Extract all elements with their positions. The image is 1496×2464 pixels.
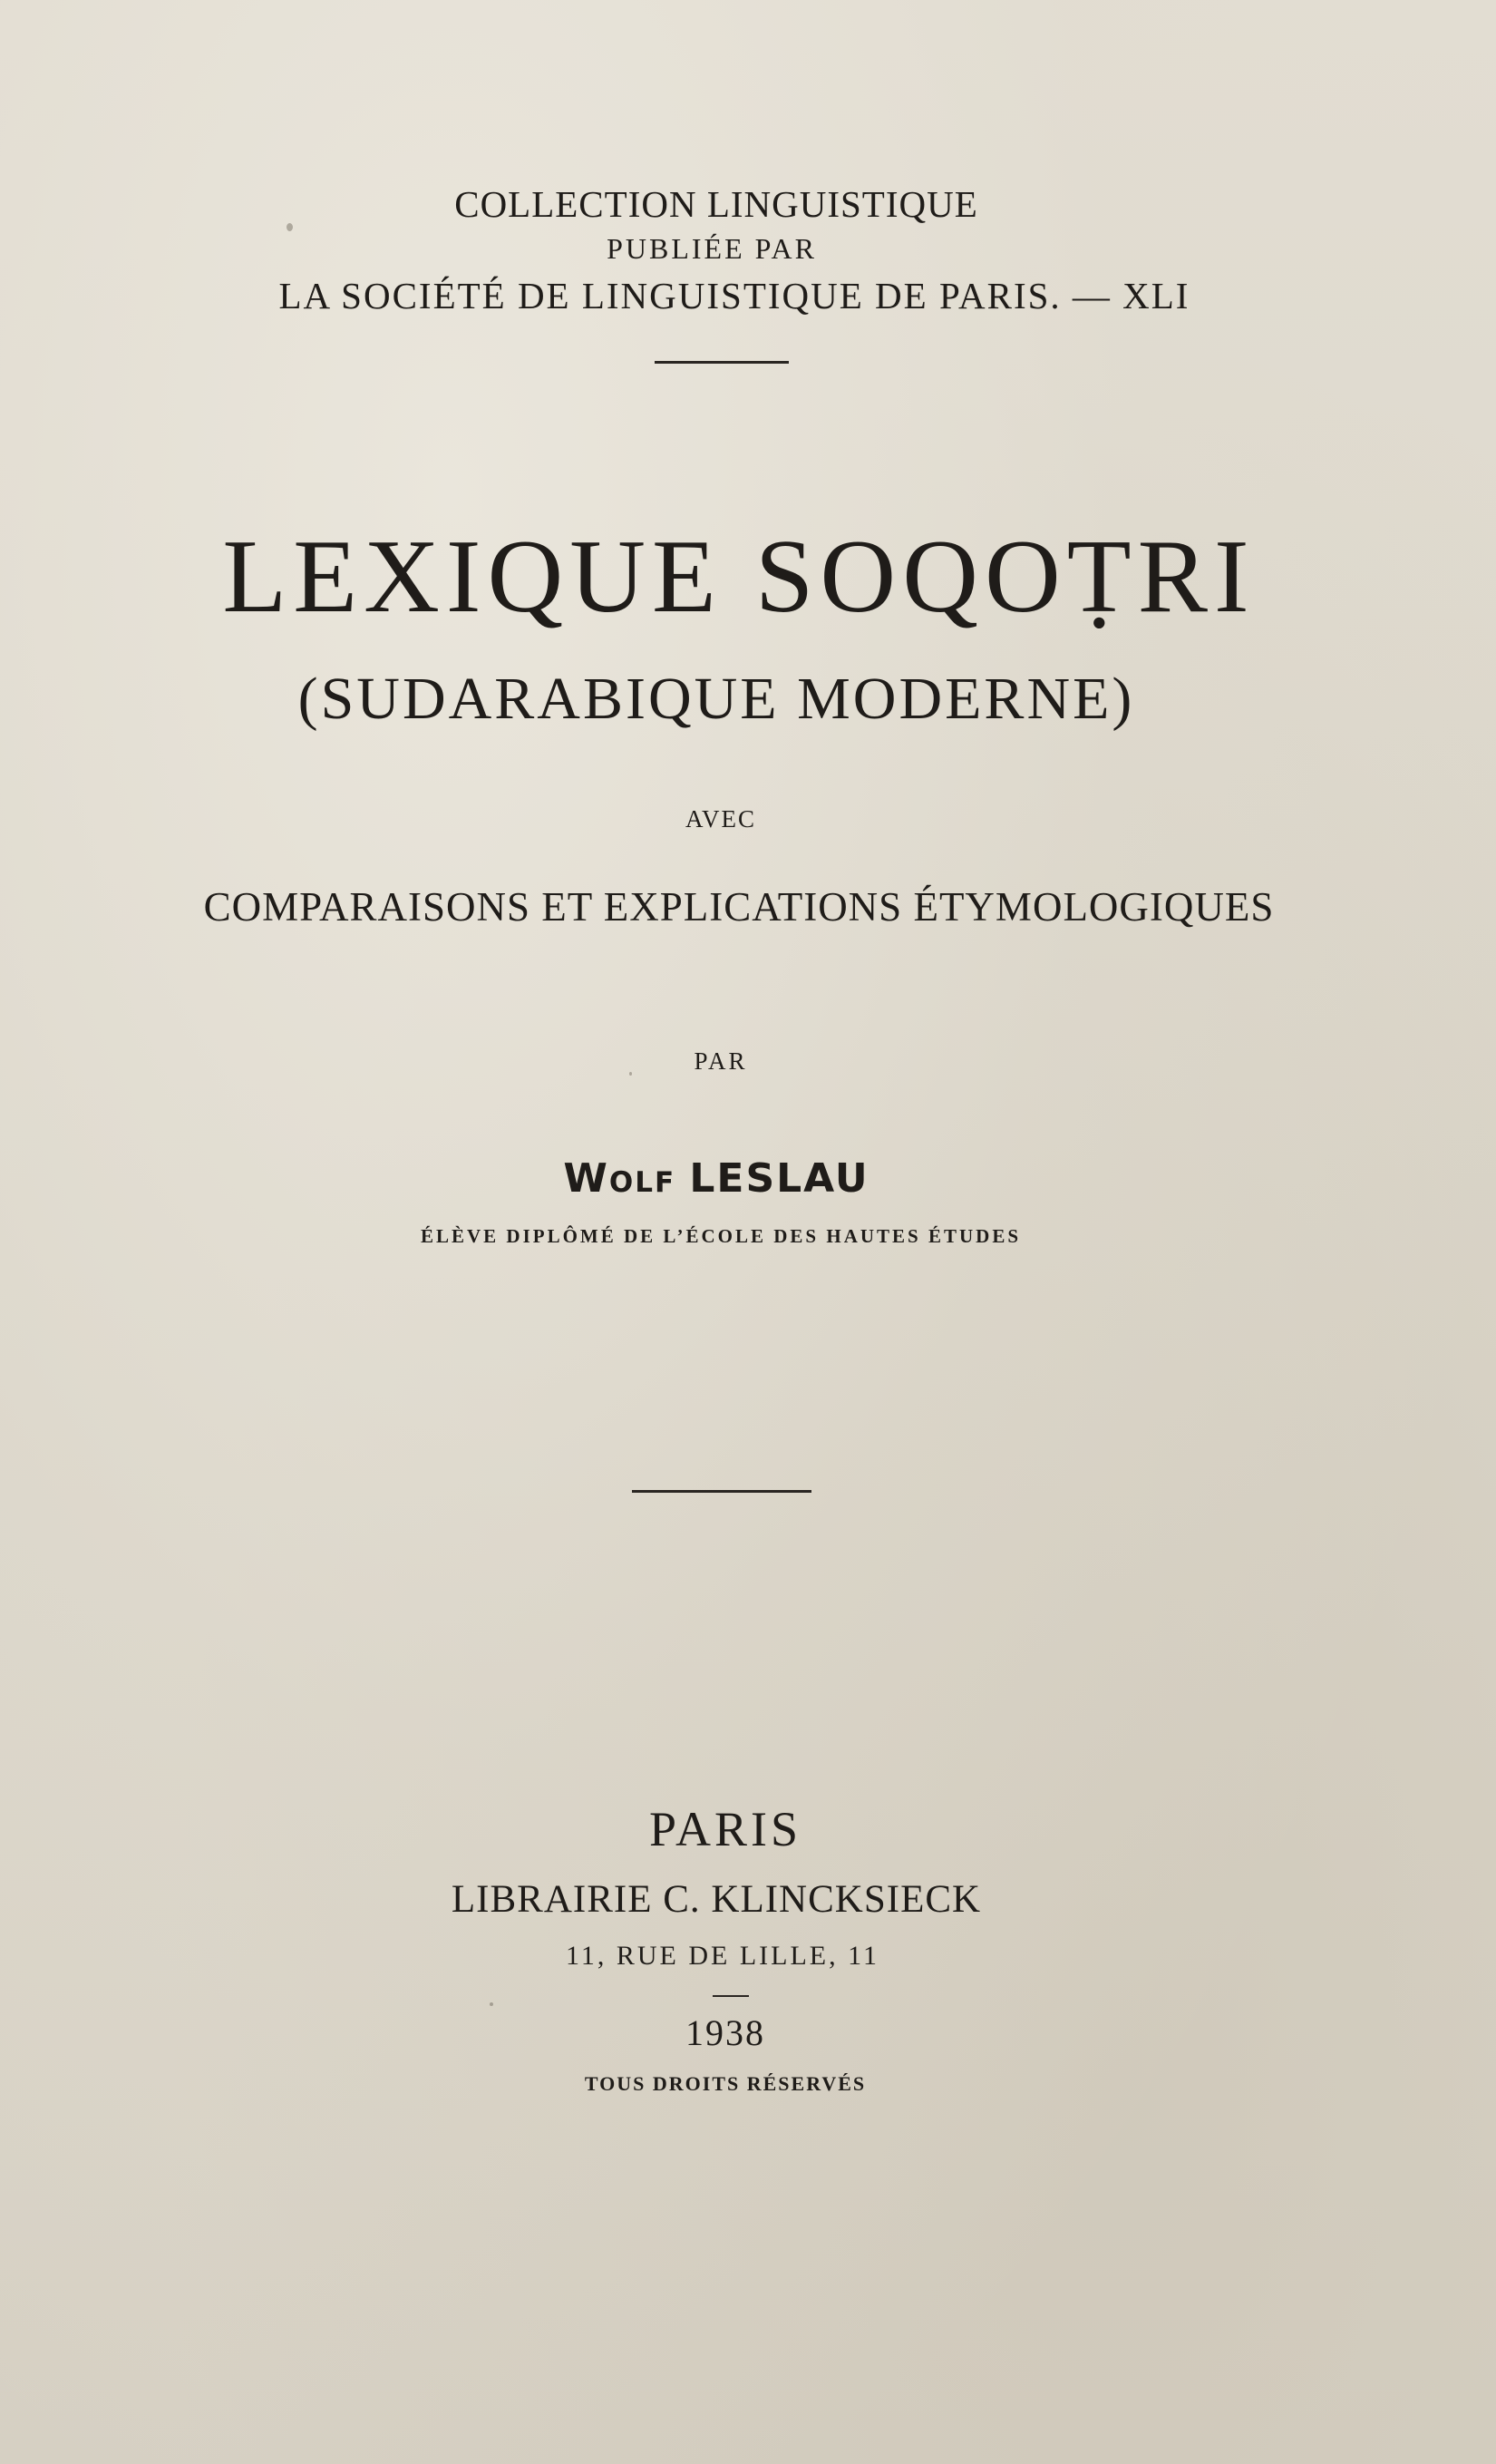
author-first-initial: W <box>563 1155 609 1202</box>
author-first-rest: OLF <box>608 1166 676 1199</box>
author-affiliation: ÉLÈVE DIPLÔMÉ DE L’ÉCOLE DES HAUTES ÉTUDES <box>420 1225 1022 1247</box>
paper-speck <box>490 2002 493 2006</box>
book-title: LEXIQUE SOQOṬRI <box>222 519 1256 635</box>
imprint-publisher: LIBRAIRIE C. KLINCKSIECK <box>451 1878 982 1921</box>
divider-rule-imprint <box>713 1995 749 1997</box>
book-comparisons: COMPARAISONS ET EXPLICATIONS ÉTYMOLOGIQUES <box>203 884 1275 930</box>
paper-speck <box>287 223 293 231</box>
series-title: COLLECTION LINGUISTIQUE <box>454 183 978 225</box>
book-subtitle: (SUDARABIQUE MODERNE) <box>297 666 1135 732</box>
imprint-rights: TOUS DROITS RÉSERVÉS <box>584 2072 867 2095</box>
imprint-year: 1938 <box>685 2012 765 2053</box>
author-name <box>0 1155 1464 1202</box>
par-label: PAR <box>694 1047 748 1075</box>
avec-label: AVEC <box>685 805 757 833</box>
imprint-address: 11, RUE DE LILLE, 11 <box>565 1941 880 1971</box>
series-published-by: PUBLIÉE PAR <box>607 232 817 265</box>
divider-rule-top <box>655 361 789 364</box>
paper-speck <box>629 1072 632 1076</box>
author-last-name: LESLAU <box>689 1155 869 1202</box>
divider-rule-middle <box>632 1490 811 1493</box>
series-society: LA SOCIÉTÉ DE LINGUISTIQUE DE PARIS. — XLI <box>278 275 1190 317</box>
imprint-city: PARIS <box>648 1802 802 1856</box>
